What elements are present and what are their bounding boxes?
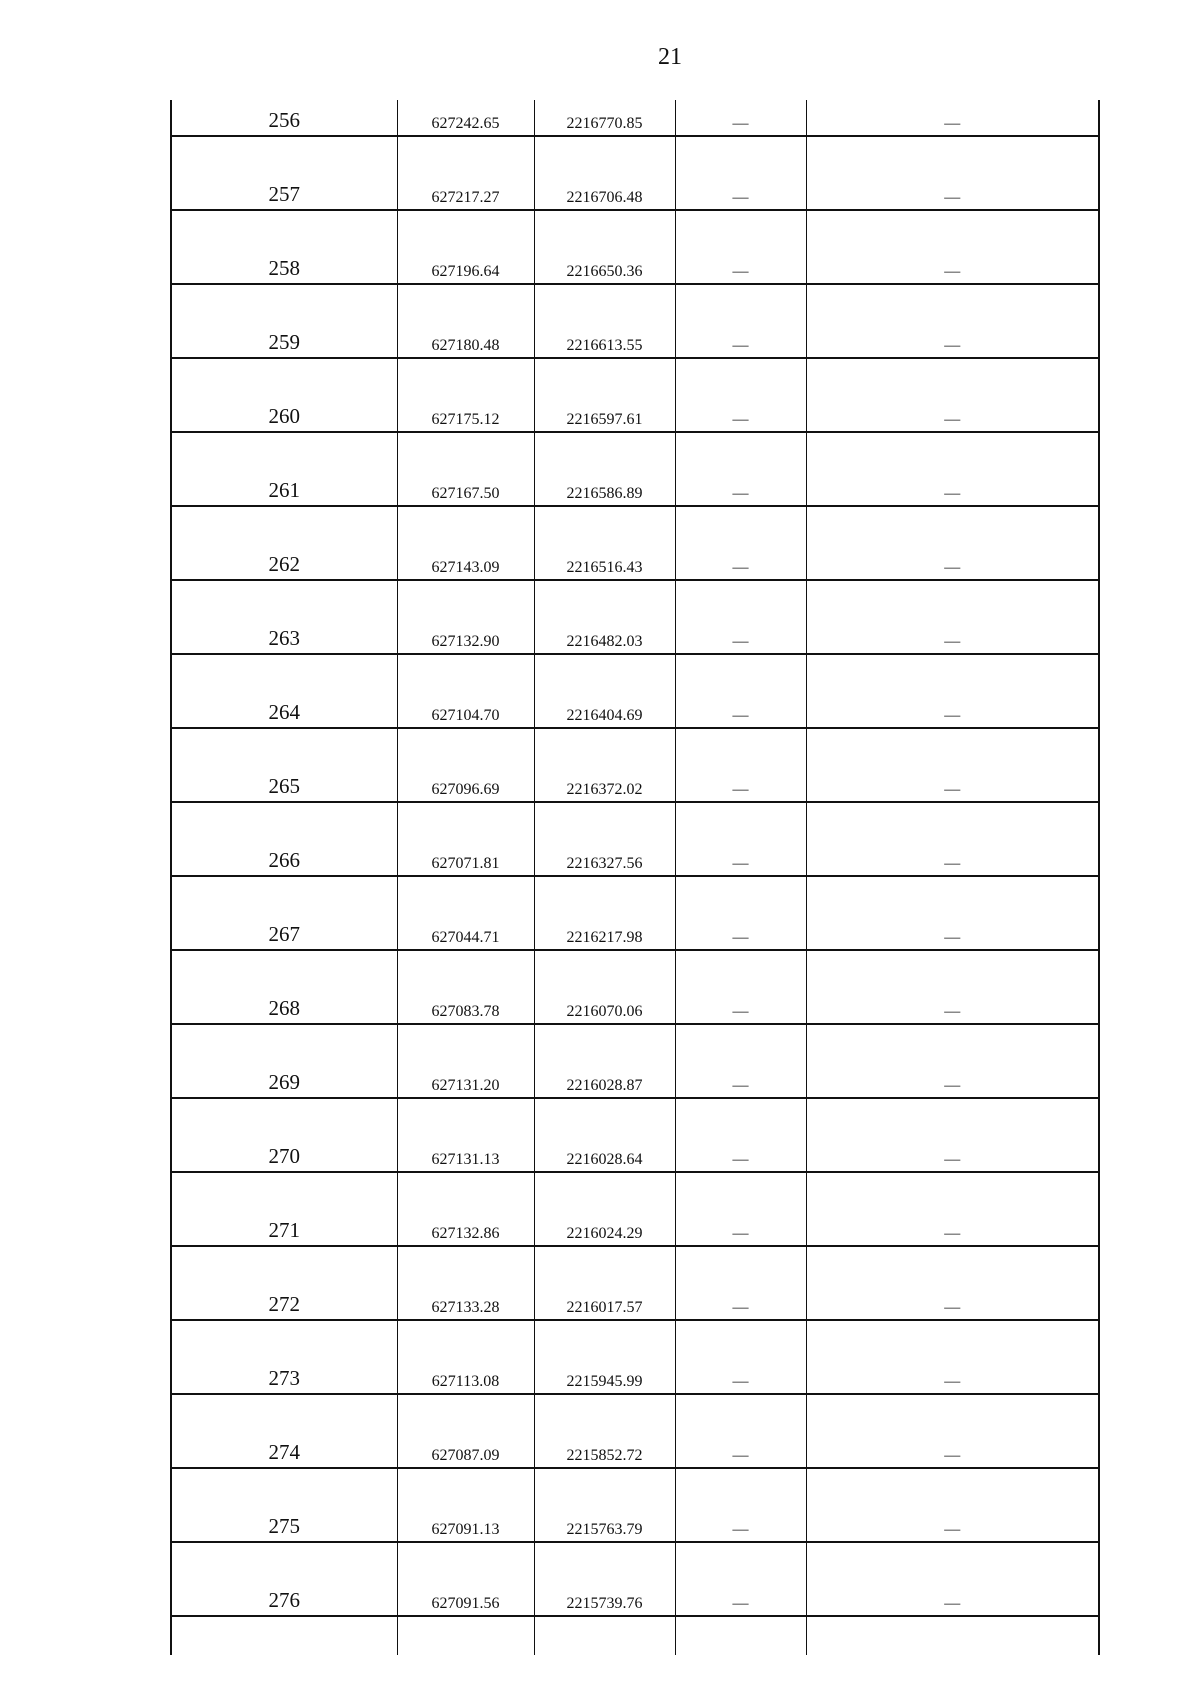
y-coordinate-cell: 2216017.57 <box>534 1246 675 1320</box>
dash-cell: — <box>675 950 806 1024</box>
table-row <box>171 1172 1099 1246</box>
y-coordinate-cell: 2216650.36 <box>534 210 675 284</box>
point-id-cell: 271 <box>171 1172 397 1246</box>
y-coordinate-cell: 2216770.85 <box>534 100 675 136</box>
x-coordinate-cell: 627131.20 <box>397 1024 534 1098</box>
point-id-cell: 262 <box>171 506 397 580</box>
point-id-cell: 276 <box>171 1542 397 1616</box>
dash-cell: — <box>675 580 806 654</box>
y-coordinate-cell: 2216613.55 <box>534 284 675 358</box>
y-coordinate-cell: 2216597.61 <box>534 358 675 432</box>
table-row <box>171 432 1099 506</box>
empty-cell <box>806 1616 1099 1655</box>
x-coordinate-cell: 627091.13 <box>397 1468 534 1542</box>
dash-cell: — <box>806 1394 1099 1468</box>
x-coordinate-cell: 627133.28 <box>397 1246 534 1320</box>
x-coordinate-cell: 627083.78 <box>397 950 534 1024</box>
point-id-cell: 264 <box>171 654 397 728</box>
dash-cell: — <box>806 876 1099 950</box>
y-coordinate-cell: 2216404.69 <box>534 654 675 728</box>
dash-cell: — <box>806 210 1099 284</box>
x-coordinate-cell: 627071.81 <box>397 802 534 876</box>
point-id-cell: 273 <box>171 1320 397 1394</box>
point-id-cell: 256 <box>171 100 397 136</box>
point-id-cell: 265 <box>171 728 397 802</box>
table-row <box>171 728 1099 802</box>
table-row <box>171 1468 1099 1542</box>
y-coordinate-cell: 2216028.64 <box>534 1098 675 1172</box>
table-row <box>171 136 1099 210</box>
table-row <box>171 1320 1099 1394</box>
empty-cell <box>534 1616 675 1655</box>
point-id-cell: 258 <box>171 210 397 284</box>
y-coordinate-cell: 2216028.87 <box>534 1024 675 1098</box>
x-coordinate-cell: 627217.27 <box>397 136 534 210</box>
point-id-cell: 259 <box>171 284 397 358</box>
dash-cell: — <box>675 1172 806 1246</box>
dash-cell: — <box>675 358 806 432</box>
x-coordinate-cell: 627132.90 <box>397 580 534 654</box>
dash-cell: — <box>806 100 1099 136</box>
dash-cell: — <box>806 1246 1099 1320</box>
dash-cell: — <box>806 1468 1099 1542</box>
point-id-cell: 266 <box>171 802 397 876</box>
y-coordinate-cell: 2216482.03 <box>534 580 675 654</box>
x-coordinate-cell: 627104.70 <box>397 654 534 728</box>
table-row <box>171 100 1099 136</box>
point-id-cell: 263 <box>171 580 397 654</box>
point-id-cell: 267 <box>171 876 397 950</box>
point-id-cell: 261 <box>171 432 397 506</box>
point-id-cell: 270 <box>171 1098 397 1172</box>
dash-cell: — <box>675 728 806 802</box>
y-coordinate-cell: 2216706.48 <box>534 136 675 210</box>
dash-cell: — <box>675 1024 806 1098</box>
y-coordinate-cell: 2216070.06 <box>534 950 675 1024</box>
dash-cell: — <box>806 950 1099 1024</box>
empty-cell <box>171 1616 397 1655</box>
page-number: 21 <box>658 44 682 70</box>
y-coordinate-cell: 2215763.79 <box>534 1468 675 1542</box>
dash-cell: — <box>675 1246 806 1320</box>
x-coordinate-cell: 627044.71 <box>397 876 534 950</box>
x-coordinate-cell: 627167.50 <box>397 432 534 506</box>
y-coordinate-cell: 2216327.56 <box>534 802 675 876</box>
table-row <box>171 802 1099 876</box>
y-coordinate-cell: 2216586.89 <box>534 432 675 506</box>
dash-cell: — <box>806 1172 1099 1246</box>
point-id-cell: 260 <box>171 358 397 432</box>
y-coordinate-cell: 2216024.29 <box>534 1172 675 1246</box>
x-coordinate-cell: 627091.56 <box>397 1542 534 1616</box>
x-coordinate-cell: 627175.12 <box>397 358 534 432</box>
table-row <box>171 210 1099 284</box>
point-id-cell: 268 <box>171 950 397 1024</box>
x-coordinate-cell: 627143.09 <box>397 506 534 580</box>
dash-cell: — <box>675 284 806 358</box>
table-row <box>171 1542 1099 1616</box>
dash-cell: — <box>806 1024 1099 1098</box>
dash-cell: — <box>675 136 806 210</box>
point-id-cell: 272 <box>171 1246 397 1320</box>
y-coordinate-cell: 2215739.76 <box>534 1542 675 1616</box>
x-coordinate-cell: 627242.65 <box>397 100 534 136</box>
x-coordinate-cell: 627132.86 <box>397 1172 534 1246</box>
dash-cell: — <box>806 580 1099 654</box>
table-row <box>171 654 1099 728</box>
table-row <box>171 506 1099 580</box>
table-row <box>171 950 1099 1024</box>
dash-cell: — <box>806 1320 1099 1394</box>
table-row <box>171 1394 1099 1468</box>
dash-cell: — <box>806 654 1099 728</box>
dash-cell: — <box>675 506 806 580</box>
dash-cell: — <box>675 1098 806 1172</box>
dash-cell: — <box>675 210 806 284</box>
x-coordinate-cell: 627180.48 <box>397 284 534 358</box>
dash-cell: — <box>806 136 1099 210</box>
y-coordinate-cell: 2216516.43 <box>534 506 675 580</box>
dash-cell: — <box>675 876 806 950</box>
empty-cell <box>675 1616 806 1655</box>
table-continuation-row <box>171 1616 1099 1655</box>
point-id-cell: 275 <box>171 1468 397 1542</box>
dash-cell: — <box>806 802 1099 876</box>
dash-cell: — <box>806 432 1099 506</box>
dash-cell: — <box>675 1320 806 1394</box>
table-body <box>171 100 1099 1655</box>
x-coordinate-cell: 627087.09 <box>397 1394 534 1468</box>
dash-cell: — <box>675 432 806 506</box>
y-coordinate-cell: 2215852.72 <box>534 1394 675 1468</box>
dash-cell: — <box>675 654 806 728</box>
dash-cell: — <box>806 506 1099 580</box>
dash-cell: — <box>675 1468 806 1542</box>
table-row <box>171 1246 1099 1320</box>
table-row <box>171 358 1099 432</box>
y-coordinate-cell: 2215945.99 <box>534 1320 675 1394</box>
point-id-cell: 257 <box>171 136 397 210</box>
table-row <box>171 284 1099 358</box>
dash-cell: — <box>675 1542 806 1616</box>
table-row <box>171 580 1099 654</box>
dash-cell: — <box>806 358 1099 432</box>
table-row <box>171 1024 1099 1098</box>
x-coordinate-cell: 627196.64 <box>397 210 534 284</box>
point-id-cell: 274 <box>171 1394 397 1468</box>
dash-cell: — <box>806 1098 1099 1172</box>
dash-cell: — <box>806 284 1099 358</box>
dash-cell: — <box>675 802 806 876</box>
dash-cell: — <box>806 1542 1099 1616</box>
x-coordinate-cell: 627113.08 <box>397 1320 534 1394</box>
y-coordinate-cell: 2216372.02 <box>534 728 675 802</box>
y-coordinate-cell: 2216217.98 <box>534 876 675 950</box>
dash-cell: — <box>806 728 1099 802</box>
dash-cell: — <box>675 1394 806 1468</box>
table-row <box>171 1098 1099 1172</box>
x-coordinate-cell: 627131.13 <box>397 1098 534 1172</box>
empty-cell <box>397 1616 534 1655</box>
dash-cell: — <box>675 100 806 136</box>
x-coordinate-cell: 627096.69 <box>397 728 534 802</box>
table-row <box>171 876 1099 950</box>
coordinate-table <box>170 100 1100 1655</box>
point-id-cell: 269 <box>171 1024 397 1098</box>
